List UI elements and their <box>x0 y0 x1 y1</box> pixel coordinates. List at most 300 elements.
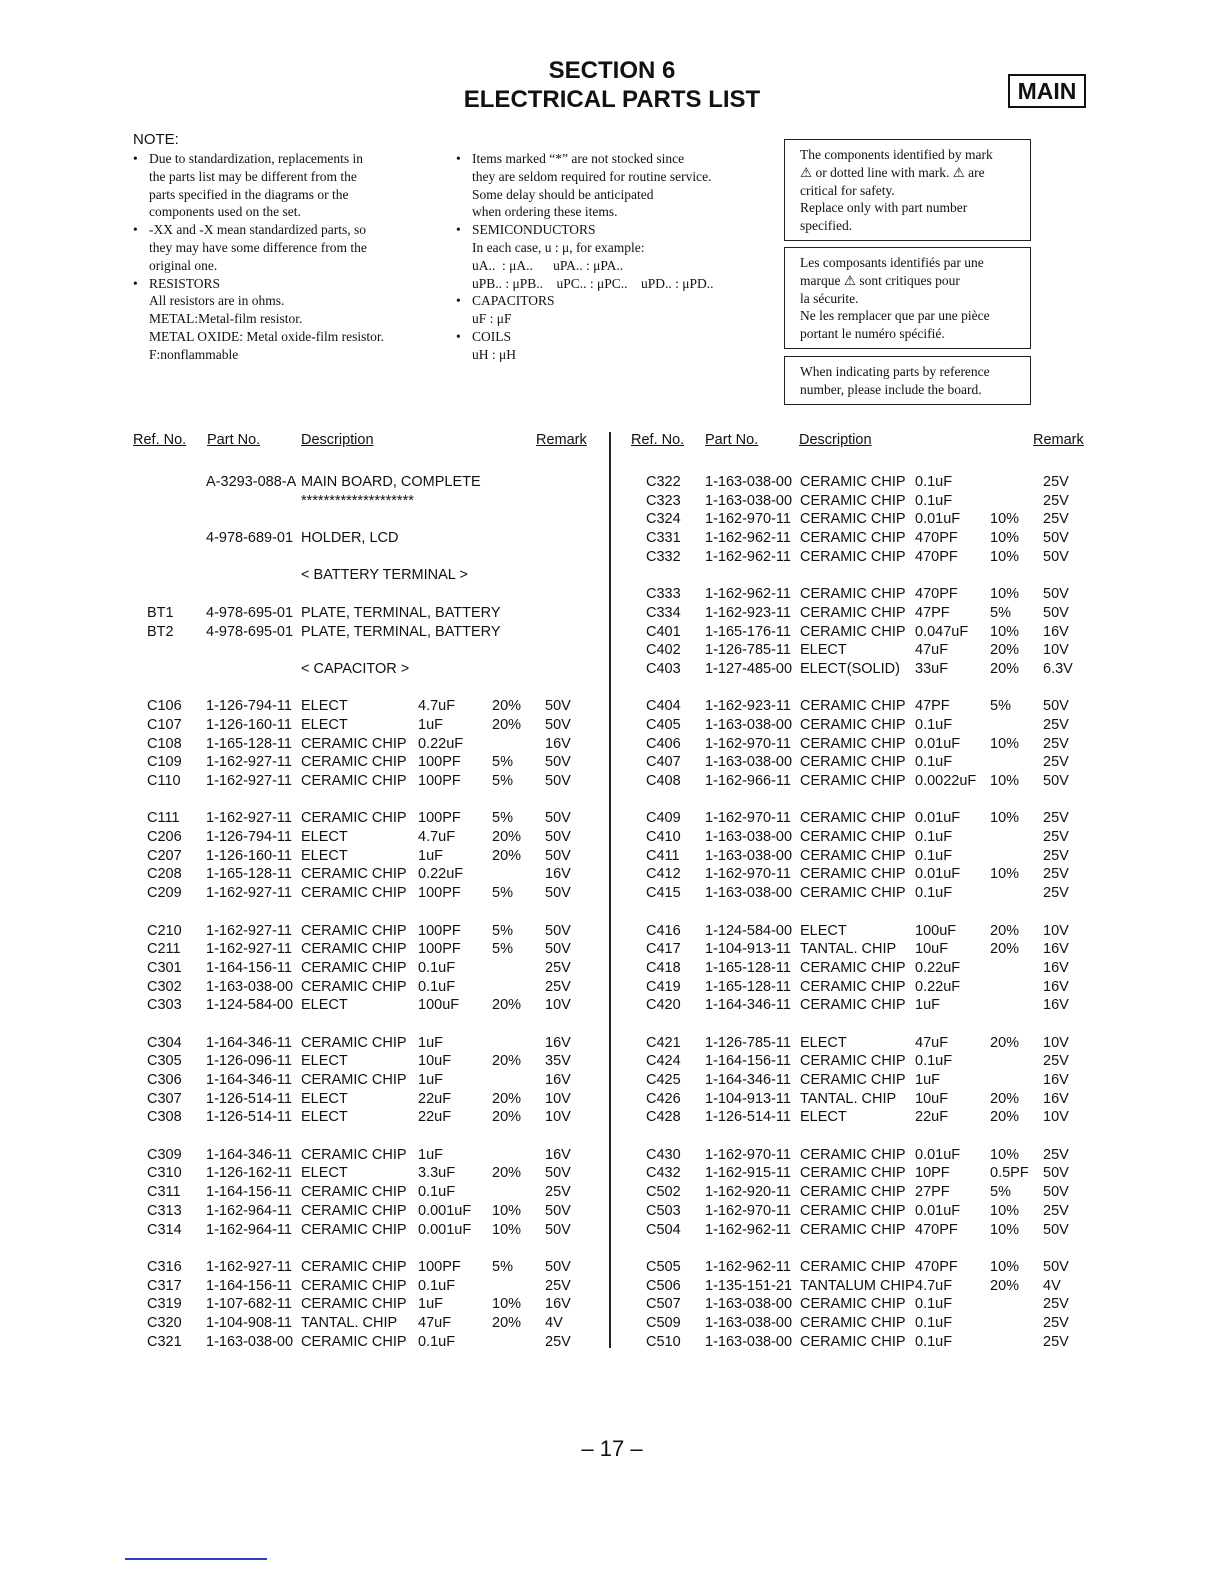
voltage-cell: 16V <box>545 1296 571 1313</box>
value-cell: 470PF <box>915 586 958 603</box>
tolerance-cell: 20% <box>990 1090 1020 1107</box>
note-line: parts specified in the diagrams or the <box>149 186 349 202</box>
voltage-cell: 50V <box>545 829 571 846</box>
value-cell: 33uF <box>915 660 949 677</box>
table-row <box>0 474 1224 493</box>
value-cell: 0.22uF <box>418 866 464 883</box>
description-cell: CERAMIC CHIP <box>800 866 906 883</box>
voltage-cell: 25V <box>1043 810 1069 827</box>
voltage-cell: 50V <box>545 922 571 939</box>
box-line: Les composants identifiés par une <box>800 255 984 270</box>
description-cell: PLATE, TERMINAL, BATTERY <box>301 623 501 640</box>
voltage-cell: 50V <box>1043 604 1069 621</box>
value-cell: 0.1uF <box>418 978 456 995</box>
tolerance-cell: 5% <box>990 698 1011 715</box>
part-no-cell: 1-162-927-11 <box>206 1258 292 1275</box>
part-no-cell: 1-126-514-11 <box>206 1090 292 1107</box>
part-no-cell: 1-163-038-00 <box>705 1314 793 1331</box>
table-row <box>0 1334 1224 1353</box>
value-cell: 1uF <box>418 1146 443 1163</box>
part-no-cell: 1-127-485-00 <box>705 660 793 677</box>
value-cell: 470PF <box>915 1221 958 1238</box>
bullet-icon: • <box>133 151 138 166</box>
ref-no-cell: C333 <box>646 586 681 603</box>
table-row <box>0 829 1224 848</box>
value-cell: 10uF <box>915 1090 949 1107</box>
part-no-cell: 1-126-794-11 <box>206 829 292 846</box>
tolerance-cell: 20% <box>492 829 522 846</box>
description-cell: CERAMIC CHIP <box>800 474 906 490</box>
value-cell: 0.1uF <box>915 474 953 490</box>
part-no-cell: 1-165-128-11 <box>705 959 791 976</box>
table-row <box>0 866 1224 885</box>
description-cell: CERAMIC CHIP <box>800 623 906 640</box>
tolerance-cell: 20% <box>492 716 522 733</box>
description-cell: ELECT <box>301 1109 348 1126</box>
parts-table-right <box>0 474 1224 1352</box>
part-no-cell: 1-163-038-00 <box>206 978 294 995</box>
ref-no-cell: C332 <box>646 548 681 565</box>
part-no-cell: 1-163-038-00 <box>206 1333 294 1350</box>
ref-no-cell: C210 <box>147 922 182 939</box>
ref-no-cell: C507 <box>646 1296 681 1313</box>
description-cell: CERAMIC CHIP <box>800 1314 906 1331</box>
voltage-cell: 25V <box>1043 474 1069 490</box>
value-cell: 0.22uF <box>915 959 961 976</box>
table-row <box>0 1203 1224 1222</box>
table-row <box>0 792 1224 811</box>
box-line: Ne les remplacer que par une pièce <box>800 308 990 324</box>
value-cell: 0.1uF <box>915 1296 953 1313</box>
voltage-cell: 10V <box>1043 642 1069 659</box>
part-no-cell: 1-126-160-11 <box>206 716 292 733</box>
part-no-cell: 1-164-346-11 <box>206 1072 292 1088</box>
note-line: Due to standardization, replacements in <box>149 151 364 166</box>
ref-no-cell: C209 <box>147 885 182 902</box>
table-row <box>0 810 1224 829</box>
value-cell: 0.1uF <box>915 829 953 846</box>
part-no-cell: 1-162-962-11 <box>705 1221 791 1238</box>
value-cell: 0.01uF <box>915 866 961 883</box>
description-cell: CERAMIC CHIP <box>301 959 407 976</box>
table-row <box>0 642 1224 661</box>
ref-no-cell: C504 <box>646 1221 681 1238</box>
voltage-cell: 50V <box>1043 1221 1069 1238</box>
voltage-cell: 50V <box>1043 1258 1069 1275</box>
value-cell: 1uF <box>915 997 940 1014</box>
description-cell: ELECT <box>800 1034 847 1051</box>
value-cell: 0.1uF <box>915 754 953 771</box>
value-cell: 3.3uF <box>418 1165 456 1182</box>
tolerance-cell: 10% <box>990 586 1020 603</box>
ref-no-cell: C426 <box>646 1090 681 1107</box>
part-no-cell: 1-126-514-11 <box>206 1109 292 1126</box>
part-no-cell: 1-163-038-00 <box>705 492 793 509</box>
description-cell: CERAMIC CHIP <box>800 997 906 1014</box>
description-cell: CERAMIC CHIP <box>301 922 407 939</box>
tolerance-cell: 20% <box>492 1053 522 1070</box>
ref-no-cell: C404 <box>646 698 681 715</box>
value-cell: 0.0022uF <box>915 773 977 789</box>
voltage-cell: 25V <box>545 1277 571 1294</box>
tolerance-cell: 5% <box>990 604 1011 621</box>
description-cell: CERAMIC CHIP <box>800 1184 906 1201</box>
voltage-cell: 25V <box>1043 1333 1069 1350</box>
voltage-cell: 16V <box>1043 941 1069 958</box>
voltage-cell: 25V <box>545 959 571 976</box>
table-row <box>0 1147 1224 1166</box>
ref-no-cell: C401 <box>646 623 681 640</box>
description-cell: CERAMIC CHIP <box>800 885 906 902</box>
value-cell: 0.1uF <box>418 959 456 976</box>
part-no-cell: 4-978-689-01 <box>206 530 294 547</box>
ref-no-cell: C411 <box>646 847 680 864</box>
table-row <box>0 586 1224 605</box>
value-cell: 47PF <box>915 604 950 621</box>
value-cell: 10PF <box>915 1165 950 1182</box>
part-no-cell: 1-135-151-21 <box>705 1277 793 1294</box>
header-part-no: Part No. <box>207 432 261 448</box>
part-no-cell: 1-164-346-11 <box>206 1034 292 1051</box>
ref-no-cell: C510 <box>646 1333 681 1350</box>
value-cell: 47uF <box>915 1034 949 1051</box>
voltage-cell: 50V <box>545 1165 571 1182</box>
description-cell: CERAMIC CHIP <box>800 1202 906 1219</box>
tolerance-cell: 10% <box>990 548 1020 565</box>
voltage-cell: 16V <box>1043 1090 1069 1107</box>
description-cell: CERAMIC CHIP <box>800 716 906 733</box>
note-item <box>133 275 433 364</box>
voltage-cell: 10V <box>545 1090 571 1107</box>
ref-no-cell: C324 <box>646 511 681 528</box>
description-cell: TANTAL. CHIP <box>301 1314 398 1331</box>
voltage-cell: 16V <box>545 735 571 752</box>
tolerance-cell: 10% <box>990 1146 1020 1163</box>
ref-no-cell: C432 <box>646 1165 681 1182</box>
ref-no-cell: C405 <box>646 716 681 733</box>
bullet-icon: • <box>133 222 138 238</box>
note-item <box>456 221 776 292</box>
ref-no-cell: C106 <box>147 698 182 715</box>
ref-no-cell: C418 <box>646 959 681 976</box>
description-cell: CERAMIC CHIP <box>301 1333 407 1350</box>
part-no-cell: 1-165-128-11 <box>705 978 791 995</box>
ref-no-cell: C503 <box>646 1202 681 1219</box>
voltage-cell: 25V <box>1043 716 1069 733</box>
note-line: original one. <box>149 257 218 273</box>
part-no-cell: 1-164-346-11 <box>705 997 791 1014</box>
part-no-cell: 1-163-038-00 <box>705 829 793 846</box>
description-cell: ELECT <box>301 1165 348 1182</box>
voltage-cell: 50V <box>545 810 571 827</box>
note-line: SEMICONDUCTORS <box>472 222 596 238</box>
note-item <box>456 328 776 364</box>
ref-no-cell: C410 <box>646 829 681 846</box>
description-cell: CERAMIC CHIP <box>800 1221 906 1238</box>
table-row <box>0 1259 1224 1278</box>
description-cell: CERAMIC CHIP <box>301 1296 407 1313</box>
value-cell: 22uF <box>915 1109 949 1126</box>
description-cell: CERAMIC CHIP <box>800 735 906 752</box>
table-row <box>0 885 1224 904</box>
tolerance-cell: 10% <box>990 1221 1020 1238</box>
description-cell: CERAMIC CHIP <box>800 586 906 603</box>
voltage-cell: 50V <box>545 885 571 902</box>
ref-no-cell: C417 <box>646 941 681 958</box>
description-cell: PLATE, TERMINAL, BATTERY <box>301 604 501 621</box>
note-item <box>133 221 433 274</box>
table-row <box>0 717 1224 736</box>
ref-no-cell: C309 <box>147 1146 182 1163</box>
bullet-icon: • <box>456 328 461 344</box>
ref-no-cell: C323 <box>646 492 681 509</box>
table-row <box>0 567 1224 586</box>
value-cell: 10uF <box>915 941 949 958</box>
ref-no-cell: C317 <box>147 1277 182 1294</box>
box-line: portant le numéro spécifié. <box>800 326 945 342</box>
voltage-cell: 25V <box>1043 1053 1069 1070</box>
voltage-cell: 50V <box>545 773 571 789</box>
table-row <box>0 848 1224 867</box>
description-cell: CERAMIC CHIP <box>800 511 906 528</box>
tolerance-cell: 5% <box>492 810 513 827</box>
ref-no-cell: C403 <box>646 660 681 677</box>
description-cell: CERAMIC CHIP <box>800 1165 906 1182</box>
table-row <box>0 661 1224 680</box>
ref-no-cell: C409 <box>646 810 681 827</box>
value-cell: 0.1uF <box>418 1184 456 1201</box>
tolerance-cell: 5% <box>492 754 513 771</box>
bullet-icon: • <box>456 222 461 238</box>
description-cell: ELECT <box>800 922 847 939</box>
voltage-cell: 25V <box>1043 735 1069 752</box>
note-line: In each case, u : μ, for example: <box>472 239 645 255</box>
part-no-cell: 1-165-128-11 <box>206 866 292 883</box>
part-no-cell: 1-165-128-11 <box>206 735 292 752</box>
part-no-cell: 1-162-927-11 <box>206 754 292 771</box>
tolerance-cell: 20% <box>990 1034 1020 1051</box>
tolerance-cell: 10% <box>990 773 1020 789</box>
part-no-cell: 1-126-160-11 <box>206 847 292 864</box>
table-row <box>0 698 1224 717</box>
list-heading: ELECTRICAL PARTS LIST <box>463 86 761 113</box>
ref-no-cell: C108 <box>147 735 182 752</box>
part-no-cell: 1-162-920-11 <box>705 1184 791 1201</box>
voltage-cell: 50V <box>545 754 571 771</box>
part-no-cell: 1-124-584-00 <box>206 997 294 1014</box>
voltage-cell: 16V <box>1043 978 1069 995</box>
ref-no-cell: C206 <box>147 829 182 846</box>
table-row <box>0 680 1224 699</box>
voltage-cell: 4V <box>1043 1277 1061 1294</box>
voltage-cell: 25V <box>1043 1202 1069 1219</box>
ref-no-cell: C421 <box>646 1034 681 1051</box>
value-cell: 0.22uF <box>915 978 961 995</box>
voltage-cell: 25V <box>1043 829 1069 846</box>
table-row <box>0 1035 1224 1054</box>
voltage-cell: 50V <box>545 1221 571 1238</box>
note-line: All resistors are in ohms. <box>149 293 285 309</box>
voltage-cell: 25V <box>1043 885 1069 902</box>
part-no-cell: 1-162-970-11 <box>705 810 791 827</box>
note-line: F:nonflammable <box>149 346 239 362</box>
part-no-cell: 4-978-695-01 <box>206 623 294 640</box>
box-line: When indicating parts by reference <box>800 364 990 379</box>
voltage-cell: 50V <box>1043 586 1069 603</box>
ref-no-cell: C420 <box>646 997 681 1014</box>
notes-column-1 <box>133 150 433 364</box>
description-cell: CERAMIC CHIP <box>301 773 407 789</box>
description-cell: CERAMIC CHIP <box>800 829 906 846</box>
value-cell: 100PF <box>418 922 461 939</box>
reference-note <box>784 356 1031 405</box>
box-line: specified. <box>800 218 853 234</box>
part-no-cell: 1-162-923-11 <box>705 604 791 621</box>
description-cell: CERAMIC CHIP <box>301 941 407 958</box>
value-cell: 1uF <box>418 1072 443 1088</box>
part-no-cell: 1-163-038-00 <box>705 474 793 490</box>
value-cell: 0.047uF <box>915 623 969 640</box>
table-row <box>0 530 1224 549</box>
note-line: uH : μH <box>472 346 516 362</box>
ref-no-cell: C320 <box>147 1314 182 1331</box>
tolerance-cell: 10% <box>990 530 1020 547</box>
ref-no-cell: C412 <box>646 866 681 883</box>
tolerance-cell: 20% <box>990 642 1020 659</box>
voltage-cell: 50V <box>1043 1184 1069 1201</box>
voltage-cell: 25V <box>545 978 571 995</box>
ref-no-cell: C316 <box>147 1258 182 1275</box>
value-cell: 0.1uF <box>915 1314 953 1331</box>
header-remark: Remark <box>536 432 587 448</box>
description-cell: CERAMIC CHIP <box>800 978 906 995</box>
note-line: RESISTORS <box>149 275 221 291</box>
tolerance-cell: 5% <box>492 922 513 939</box>
ref-no-cell: C402 <box>646 642 681 659</box>
bullet-icon: • <box>456 151 461 166</box>
description-cell: ELECT(SOLID) <box>800 660 900 677</box>
voltage-cell: 16V <box>545 1072 571 1088</box>
header-ref-no: Ref. No. <box>631 432 685 448</box>
table-row <box>0 605 1224 624</box>
voltage-cell: 25V <box>1043 492 1069 509</box>
ref-no-cell: C302 <box>147 978 182 995</box>
voltage-cell: 35V <box>545 1053 571 1070</box>
part-no-cell: 1-162-962-11 <box>705 530 791 547</box>
table-row <box>0 1240 1224 1259</box>
part-no-cell: 1-162-964-11 <box>206 1202 292 1219</box>
part-no-cell: 1-126-514-11 <box>705 1109 791 1126</box>
voltage-cell: 16V <box>1043 1072 1069 1088</box>
ref-no-cell: C208 <box>147 866 182 883</box>
box-line: marque ⚠ sont critiques pour <box>800 272 960 288</box>
description-cell: CERAMIC CHIP <box>800 530 906 547</box>
ref-no-cell: C331 <box>646 530 681 547</box>
part-no-cell: 1-104-913-11 <box>705 941 791 958</box>
part-no-cell: 1-162-927-11 <box>206 810 292 827</box>
voltage-cell: 25V <box>545 1333 571 1350</box>
header-description: Description <box>301 432 374 448</box>
part-no-cell: 1-164-156-11 <box>705 1053 791 1070</box>
box-line: The components identified by mark <box>800 147 993 162</box>
note-line: uPB.. : μPB.. uPC.. : μPC.. uPD.. : μPD.. <box>472 275 714 291</box>
ref-no-cell: C334 <box>646 604 681 621</box>
box-line: number, please include the board. <box>800 381 982 397</box>
ref-no-cell: C304 <box>147 1034 182 1051</box>
tolerance-cell: 10% <box>492 1221 522 1238</box>
value-cell: 0.1uF <box>915 492 953 509</box>
tolerance-cell: 0.5PF <box>990 1165 1029 1182</box>
tolerance-cell: 10% <box>492 1202 522 1219</box>
tolerance-cell: 20% <box>492 1109 522 1126</box>
bullet-icon: • <box>133 275 138 291</box>
table-row <box>0 997 1224 1016</box>
description-cell: CERAMIC CHIP <box>800 959 906 976</box>
box-line: critical for safety. <box>800 182 895 198</box>
value-cell: 10uF <box>418 1053 452 1070</box>
description-cell: HOLDER, LCD <box>301 530 399 547</box>
description-cell: CERAMIC CHIP <box>301 1072 407 1088</box>
header-part-no: Part No. <box>705 432 759 448</box>
tolerance-cell: 20% <box>492 1165 522 1182</box>
table-row <box>0 736 1224 755</box>
description-cell: CERAMIC CHIP <box>800 548 906 565</box>
voltage-cell: 50V <box>545 1202 571 1219</box>
description-cell: TANTAL. CHIP <box>800 941 897 958</box>
voltage-cell: 50V <box>1043 773 1069 789</box>
value-cell: 100uF <box>418 997 460 1014</box>
part-no-cell: 1-162-970-11 <box>705 866 791 883</box>
ref-no-cell: C207 <box>147 847 182 864</box>
voltage-cell: 50V <box>545 698 571 715</box>
voltage-cell: 16V <box>1043 997 1069 1014</box>
ref-no-cell: C506 <box>646 1277 681 1294</box>
value-cell: 0.001uF <box>418 1221 472 1238</box>
ref-no-cell: C322 <box>646 474 681 490</box>
value-cell: 4.7uF <box>915 1277 953 1294</box>
part-no-cell: 4-978-695-01 <box>206 604 294 621</box>
safety-note-french <box>784 247 1031 349</box>
table-row <box>0 1165 1224 1184</box>
voltage-cell: 50V <box>1043 530 1069 547</box>
tolerance-cell: 20% <box>492 1314 522 1331</box>
value-cell: 470PF <box>915 1258 958 1275</box>
part-no-cell: 1-163-038-00 <box>705 754 793 771</box>
notes-column-2 <box>456 150 776 364</box>
ref-no-cell: C428 <box>646 1109 681 1126</box>
ref-no-cell: C305 <box>147 1053 182 1070</box>
part-no-cell: 1-162-962-11 <box>705 1258 791 1275</box>
part-no-cell: 1-164-346-11 <box>206 1146 292 1163</box>
tolerance-cell: 10% <box>990 810 1020 827</box>
description-cell: CERAMIC CHIP <box>800 754 906 771</box>
part-no-cell: 1-164-156-11 <box>206 1184 292 1201</box>
ref-no-cell: C509 <box>646 1314 681 1331</box>
value-cell: 0.01uF <box>915 810 961 827</box>
ref-no-cell: C307 <box>147 1090 182 1107</box>
description-cell: < CAPACITOR > <box>301 660 410 677</box>
ref-no-cell: C419 <box>646 978 681 995</box>
value-cell: 47uF <box>418 1314 452 1331</box>
tolerance-cell: 5% <box>990 1184 1011 1201</box>
description-cell: ELECT <box>301 1090 348 1107</box>
part-no-cell: 1-162-962-11 <box>705 586 791 603</box>
voltage-cell: 50V <box>545 847 571 864</box>
voltage-cell: 10V <box>1043 1109 1069 1126</box>
note-item <box>456 292 776 328</box>
description-cell: ELECT <box>301 829 348 846</box>
tolerance-cell: 20% <box>990 660 1020 677</box>
